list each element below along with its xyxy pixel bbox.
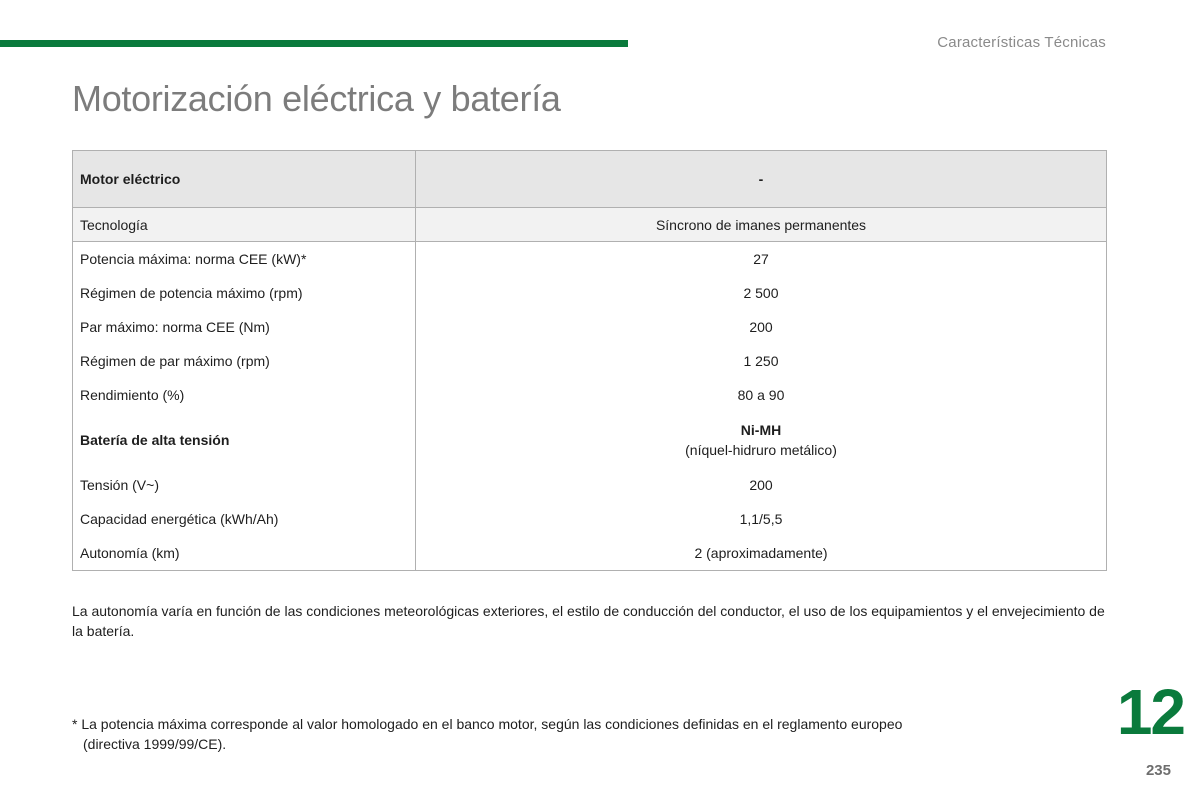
row-label: Régimen de par máximo (rpm) [73, 344, 416, 378]
row-label: Potencia máxima: norma CEE (kW)* [73, 242, 416, 277]
spec-table [72, 150, 1107, 571]
page-number: 235 [1145, 762, 1171, 779]
table-row [73, 468, 1107, 502]
table-row [73, 536, 1107, 571]
battery-type-detail: (níquel-hidruro metálico) [685, 442, 837, 458]
battery-label: Batería de alta tensión [73, 412, 416, 468]
autonomy-note: La autonomía varía en función de las condiciones meteorológicas exteriores, el estilo de conducción del conductor, el uso de los equipamientos y el envejecimiento de la batería. [72, 603, 1105, 639]
table-header-row [73, 151, 1107, 208]
footnote-line-2: (directiva 1999/99/CE). [83, 736, 227, 752]
row-value: 80 a 90 [416, 378, 1107, 412]
row-label: Tensión (V~) [73, 468, 416, 502]
battery-value [416, 412, 1107, 468]
chapter-number: 12 [1116, 676, 1184, 748]
table-header-value: - [416, 151, 1107, 208]
table-row [73, 242, 1107, 277]
row-value: 1 250 [416, 344, 1107, 378]
row-value: 2 500 [416, 276, 1107, 310]
footnote-line-1: * La potencia máxima corresponde al valor homologado en el banco motor, según las condiciones definidas en el reglamento europeo [72, 716, 903, 732]
row-label: Par máximo: norma CEE (Nm) [73, 310, 416, 344]
row-value: 27 [416, 242, 1107, 277]
row-value: 2 (aproximadamente) [416, 536, 1107, 571]
table-row [73, 502, 1107, 536]
table-row [73, 276, 1107, 310]
table-subheader-value: Síncrono de imanes permanentes [416, 208, 1107, 242]
battery-row [73, 412, 1107, 468]
page-title: Motorización eléctrica y batería [72, 78, 561, 119]
row-label: Rendimiento (%) [73, 378, 416, 412]
row-label: Autonomía (km) [73, 536, 416, 571]
section-label: Características Técnicas [937, 34, 1106, 51]
row-label: Régimen de potencia máximo (rpm) [73, 276, 416, 310]
table-row [73, 344, 1107, 378]
table-header-label: Motor eléctrico [73, 151, 416, 208]
row-value: 200 [416, 468, 1107, 502]
battery-type: Ni-MH [740, 422, 782, 438]
footnote [72, 714, 1032, 754]
table-row [73, 310, 1107, 344]
row-value: 1,1/5,5 [416, 502, 1107, 536]
table-row [73, 378, 1107, 412]
table-subheader-row [73, 208, 1107, 242]
header-accent-bar [0, 40, 628, 47]
row-value: 200 [416, 310, 1107, 344]
row-label: Capacidad energética (kWh/Ah) [73, 502, 416, 536]
table-subheader-label: Tecnología [73, 208, 416, 242]
